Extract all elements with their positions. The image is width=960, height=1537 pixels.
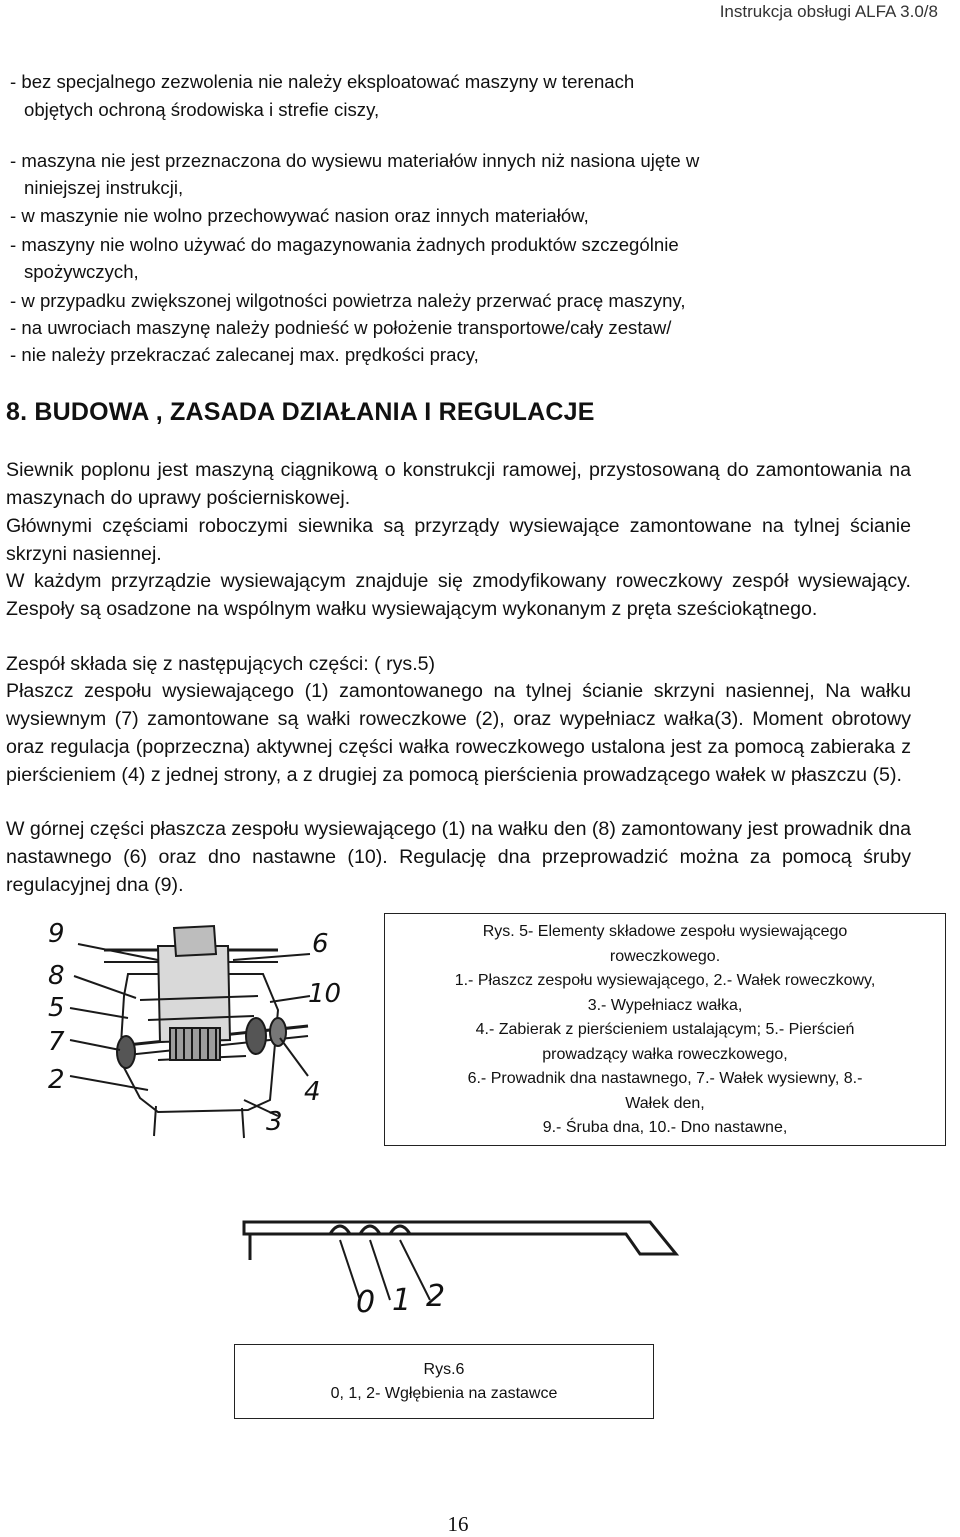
figure-6-gate-notches-drawing — [230, 1200, 710, 1320]
safety-line-8: - w przypadku zwiększonej wilgotności powietrza należy przerwać pracę maszyny, — [10, 290, 686, 311]
safety-line-2: objętych ochroną środowiska i strefie ciszy, — [24, 99, 380, 120]
paragraph-4: Zespół składa się z następujących części: ( rys.5) — [6, 653, 436, 675]
paragraph-2: Głównymi częściami roboczymi siewnika są przyrządy wysiewające zamontowane na tylnej ścianie skrzyni nasiennej. — [6, 515, 911, 565]
safety-line-7: spożywczych, — [24, 261, 139, 282]
fig5-label-10: 10 — [308, 979, 342, 1009]
fig6-label-0: 0 — [356, 1285, 376, 1320]
safety-line-1: - bez specjalnego zezwolenia nie należy eksploatować maszyny w terenach — [10, 71, 635, 92]
page-header: Instrukcja obsługi ALFA 3.0/8 — [719, 2, 938, 21]
fig6-label-2: 2 — [426, 1279, 446, 1314]
fig5-label-7: 7 — [48, 1027, 65, 1057]
fig5-caption-line: roweczkowego. — [609, 947, 721, 965]
safety-line-4: niniejszej instrukcji, — [24, 177, 184, 198]
fig5-caption-line: 1.- Płaszcz zespołu wysiewającego, 2.- Wałek roweczkowy, — [454, 972, 876, 989]
fig5-label-2: 2 — [48, 1065, 65, 1095]
fig6-caption-text: 0, 1, 2- Wgłębienia na zastawce — [330, 1385, 558, 1402]
fig6-label-1: 1 — [392, 1283, 412, 1318]
page-number: 16 — [447, 1512, 469, 1536]
fig5-label-5: 5 — [48, 993, 65, 1023]
fig5-label-6: 6 — [312, 929, 329, 959]
fig5-label-8: 8 — [48, 961, 65, 991]
safety-line-10: - nie należy przekraczać zalecanej max. prędkości pracy, — [10, 344, 479, 365]
fig5-caption-line: 4.- Zabierak z pierścieniem ustalającym; 5.- Pierścień — [475, 1021, 855, 1038]
fig5-caption-line: 3.- Wypełniacz wałka, — [587, 996, 743, 1014]
fig6-caption-title: Rys.6 — [423, 1361, 465, 1378]
fig5-caption-line: 6.- Prowadnik dna nastawnego, 7.- Wałek wysiewny, 8.- — [467, 1070, 863, 1087]
figure-5-caption — [384, 913, 946, 1146]
paragraph-6: W górnej części płaszcza zespołu wysiewającego (1) na wałku den (8) zamontowany jest prowadnik dna nastawnego (6) oraz dno nastawne (10). Regulację dna przeprowadzić można za pomocą śruby regulacyjnej dna (9). — [6, 818, 912, 896]
section-heading: 8. BUDOWA , ZASADA DZIAŁANIA I REGULACJE — [6, 398, 595, 426]
safety-line-9: - na uwrociach maszynę należy podnieść w położenie transportowe/cały zestaw/ — [10, 317, 672, 338]
figure-5-seeding-unit-drawing — [8, 910, 378, 1150]
fig5-label-9: 9 — [48, 919, 65, 949]
safety-line-5: - w maszynie nie wolno przechowywać nasion oraz innych materiałów, — [10, 205, 589, 226]
safety-line-3: - maszyna nie jest przeznaczona do wysiewu materiałów innych niż nasiona ujęte w — [10, 150, 700, 171]
fig5-label-3: 3 — [266, 1107, 283, 1137]
fig5-caption-line: Rys. 5- Elementy składowe zespołu wysiewającego — [482, 923, 848, 940]
paragraph-3: W każdym przyrządzie wysiewającym znajduje się zmodyfikowany roweczkowy zespół wysiewający. Zespoły są osadzone na wspólnym wałku wysiewającym wykonanym z pręta sześciokątnego. — [6, 570, 911, 620]
safety-line-6: - maszyny nie wolno używać do magazynowania żadnych produktów szczególnie — [10, 234, 679, 255]
fig5-caption-line: Wałek den, — [625, 1094, 705, 1112]
fig5-caption-line: prowadzący wałka roweczkowego, — [542, 1045, 788, 1063]
figure-6-caption — [234, 1344, 654, 1419]
paragraph-1: Siewnik poplonu jest maszyną ciągnikową o konstrukcji ramowej, przystosowaną do zamontowania na maszynach do uprawy pościerniskowej. — [6, 459, 911, 509]
paragraph-5: Płaszcz zespołu wysiewającego (1) zamontowanego na tylnej ścianie skrzyni nasiennej, Na wałku wysiewnym (7) zamontowane są wałki roweczkowe (2), oraz wypełniacz wałka(3). Moment obrotowy oraz regulacja (poprzeczna) aktywnej części wałka roweczkowego ustalona jest za pomocą zabieraka z pierścieniem (4) z jednej strony, a z drugiej za pomocą pierścienia prowadzącego wałek w płaszczu (5). — [6, 680, 911, 786]
fig5-caption-line: 9.- Śruba dna, 10.- Dno nastawne, — [542, 1119, 788, 1136]
fig5-label-4: 4 — [304, 1077, 321, 1107]
